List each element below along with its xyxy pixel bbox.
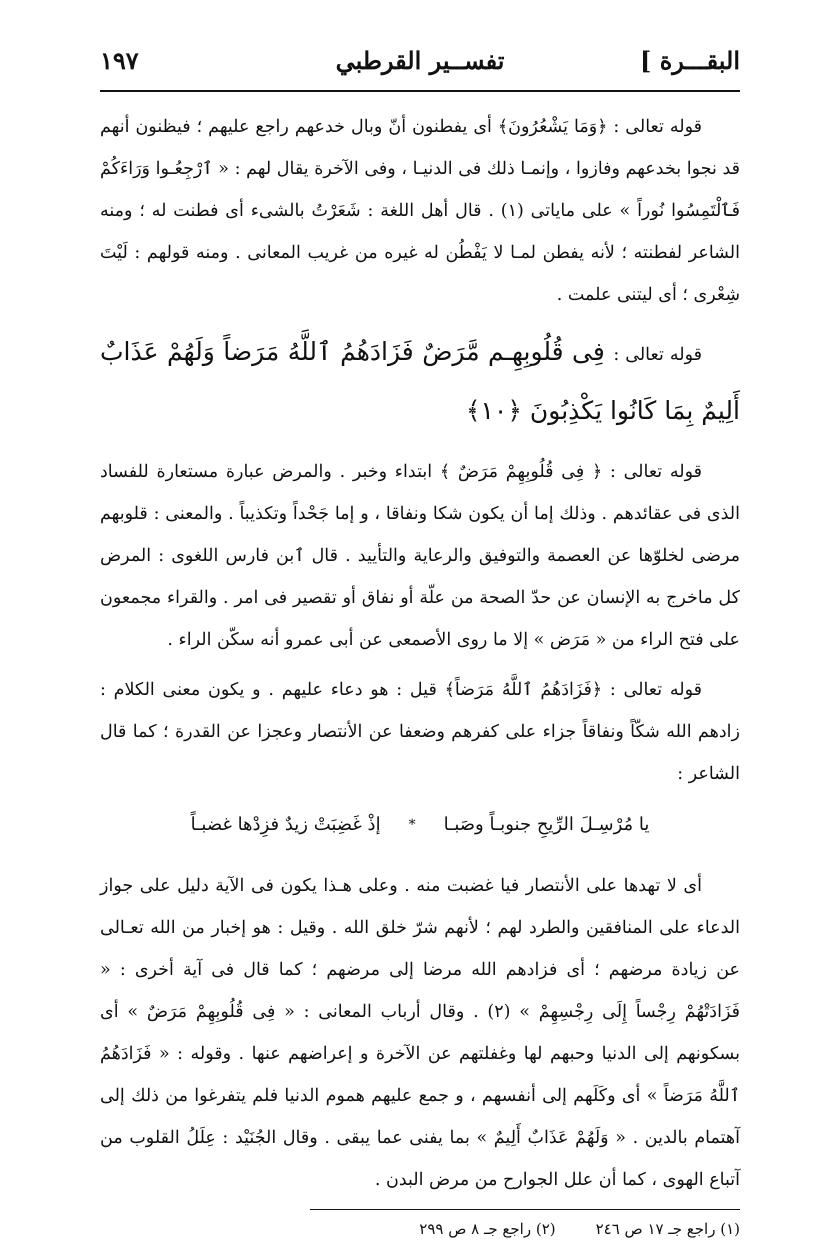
book-title: تفســير القرطبي <box>335 45 505 75</box>
poetry-line <box>100 803 740 847</box>
hemistich-separator: * <box>408 817 416 833</box>
verse-lead: قوله تعالى : <box>613 345 703 365</box>
footnote-1: (١) راجع جـ ١٧ ص ٢٤٦ <box>595 1220 740 1238</box>
paragraph-1: قوله تعالى : ﴿وَمَا يَشْعُرُونَ﴾ أى يفطنون أنّ وبال خدعهم راجع عليهم ؛ فيظنون أنهم قد نجوا بخدعهم وفازوا ، وإنمـا ذلك فى الدنيـا ، وفى الآخرة يقال لهم : « ٱرْجِعُـوا وَرَاءَكُمْ فَٱلْتَمِسُوا نُوراً » على ماياتى (١) . قال أهل اللغة : شَعَرْتُ بالشىء أى فطنت له ؛ ومنه الشاعر لفطنته ؛ لأنه يفطن لمـا لا يَفْطُن له غيره من غريب المعانى . ومنه قولهم : لَيْتَ شِعْرى ؛ أى ليتنى علمت . <box>100 117 740 305</box>
quran-verse <box>100 324 740 439</box>
footnotes <box>100 1216 740 1242</box>
page-header <box>100 38 740 82</box>
surah-label: البقـــرة ] <box>640 45 740 75</box>
paragraph-3: قوله تعالى : ﴿فَزَادَهُمُ ٱللَّهُ مَرَضاً﴾ قيل : هو دعاء عليهم . و يكون معنى الكلام : زادهم الله شكّاً ونفاقاً جزاء على كفرهم وضعفا عن الأنتصار وعجزا عن القدرة ؛ كما قال الشاعر : <box>100 680 740 784</box>
verse-text: فِى قُلُوبِهِـم مَّرَضٌ فَزَادَهُمُ ٱللَّهُ مَرَضاً وَلَهُمْ عَذَابٌ أَلِيمٌ بِمَا كَانُوا يَكْذِبُونَ ﴿١٠﴾ <box>100 337 740 425</box>
hemistich-2: إذْ غَضِبَتْ زيدٌ فزِدْها غضبـاً <box>190 814 381 835</box>
header-rule <box>100 90 740 92</box>
paragraph-2: قوله تعالى : ﴿ فِى قُلُوبِهِمْ مَرَضٌ ﴾ ابتداء وخبر . والمرض عبارة مستعارة للفساد الذى فى عقائدهم . وذلك إما أن يكون شكا ونفاقا ، و إما جَحْداً وتكذيباً . والمعنى : قلوبهم مرضى لخلوّها عن العصمة والتوفيق والرعاية والتأييد . قال ٱبن فارس اللغوى : المرض كل ماخرج به الإنسان عن حدّ الصحة من علّة أو نفاق أو تقصير فى امر . والقراء مجمعون على فتح الراء من « مَرَض » إلا ما روى الأصمعى عن أبى عمرو أنه سكّن الراء . <box>100 462 740 650</box>
footnote-2: (٢) راجع جـ ٨ ص ٢٩٩ <box>419 1220 556 1238</box>
page-number: ١٩٧ <box>100 45 139 75</box>
paragraph-4: أى لا تهدها على الأنتصار فيا غضبت منه . وعلى هـذا يكون فى الآية دليل على جواز الدعاء على المنافقين والطرد لهم ؛ لأنهم شرّ خلق الله . وقيل : هو إخبار من الله تعـالى عن زيادة مرضهم ؛ أى فزادهم الله مرضا إلى مرضهم ؛ كما قال فى آية أخرى : « فَزَادَتْهُمْ رِجْساً إِلَى رِجْسِهِمْ » (٢) . وقال أرباب المعانى : « فِى قُلُوبِهِمْ مَرَضٌ » أى بسكونهم إلى الدنيا وحبهم لها وغفلتهم عن الآخرة و إعراضهم عنها . وقوله : « فَزَادَهُمُ ٱللَّهُ مَرَضاً » أى وكَلَهم إلى أنفسهم ، و جمع عليهم هموم الدنيا فلم يتفرغوا من ذلك إلى آهتمام بالدين . « وَلَهُمْ عَذَابٌ أَلِيمٌ » بما يفنى عما يبقى . وقال الجُنَيْد : عِلَلُ القلوب من آتباع الهوى ، كما أن علل الجوارح من مرض البدن . <box>100 876 740 1190</box>
footnote-rule <box>310 1209 740 1210</box>
hemistich-1: يا مُرْسِـلَ الرِّيحِ جنوبـاً وصَبـا <box>443 814 650 835</box>
